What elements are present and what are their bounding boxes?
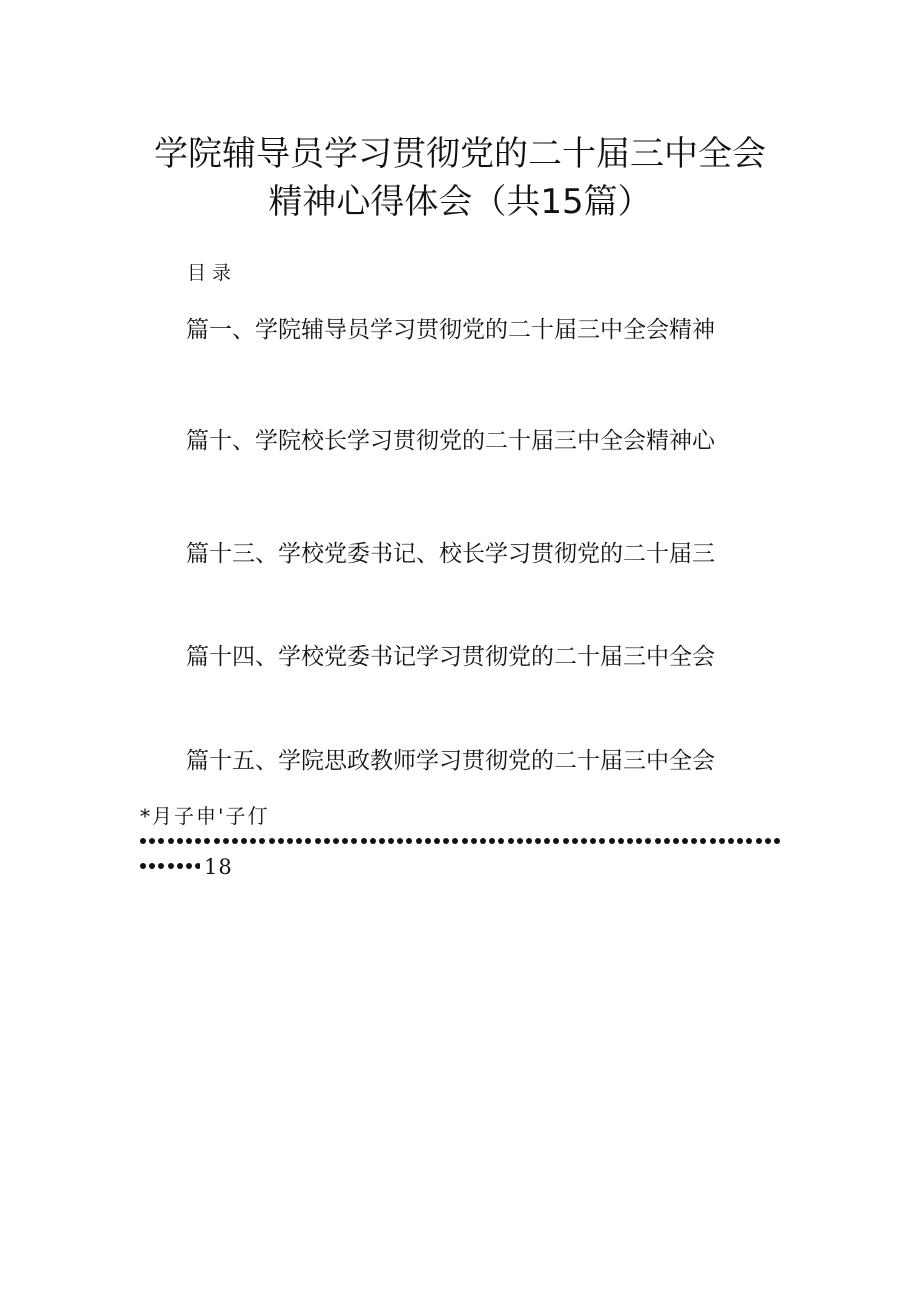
- leader-dot: [186, 838, 192, 844]
- leader-dot: [765, 838, 771, 844]
- leader-dot: [774, 838, 780, 844]
- leader-dot: [700, 838, 706, 844]
- leader-dot: [388, 838, 394, 844]
- title-line-2: 精神心得体会（共15篇）: [268, 182, 652, 222]
- leader-dot: [443, 838, 449, 844]
- dot-leader: [140, 838, 780, 848]
- leader-dot: [397, 838, 403, 844]
- leader-dot: [416, 838, 422, 844]
- leader-dot: [324, 838, 330, 844]
- leader-dot: [379, 838, 385, 844]
- garbled-toc-line: *月子申'子仃: [140, 804, 270, 828]
- leader-dot: [489, 838, 495, 844]
- leader-dot: [645, 838, 651, 844]
- leader-dot: [278, 838, 284, 844]
- leader-dot: [140, 838, 146, 844]
- leader-dot: [140, 863, 146, 869]
- leader-dot: [158, 863, 164, 869]
- toc-entry: 篇十五、学院思政教师学习贯彻党的二十届三中全会: [186, 748, 715, 774]
- leader-dot: [259, 838, 265, 844]
- leader-dot: [195, 863, 200, 869]
- leader-dot: [158, 838, 164, 844]
- leader-dot: [351, 838, 357, 844]
- leader-dot: [287, 838, 293, 844]
- leader-dot: [710, 838, 716, 844]
- leader-dot: [563, 838, 569, 844]
- leader-dot: [682, 838, 688, 844]
- leader-dot: [232, 838, 238, 844]
- leader-dot: [609, 838, 615, 844]
- leader-dot: [250, 838, 256, 844]
- dot-leader: [140, 863, 200, 873]
- leader-dot: [177, 863, 183, 869]
- leader-dot: [517, 838, 523, 844]
- leader-dot: [168, 863, 174, 869]
- leader-dot: [471, 838, 477, 844]
- leader-dot: [691, 838, 697, 844]
- leader-dot: [149, 863, 155, 869]
- leader-dot: [269, 838, 275, 844]
- leader-dot: [370, 838, 376, 844]
- leader-dot: [361, 838, 367, 844]
- leader-dot: [508, 838, 514, 844]
- leader-dot: [186, 863, 192, 869]
- leader-dot: [636, 838, 642, 844]
- leader-dot: [590, 838, 596, 844]
- leader-dot: [296, 838, 302, 844]
- leader-dot: [526, 838, 532, 844]
- leader-dot: [214, 838, 220, 844]
- leader-dot: [581, 838, 587, 844]
- leader-dot: [572, 838, 578, 844]
- leader-dot: [746, 838, 752, 844]
- toc-label: 目录: [187, 262, 238, 284]
- leader-dot: [168, 838, 174, 844]
- leader-dot: [627, 838, 633, 844]
- toc-entry: 篇十四、学校党委书记学习贯彻党的二十届三中全会: [186, 644, 715, 670]
- leader-dot: [452, 838, 458, 844]
- toc-entry: 篇十三、学校党委书记、校长学习贯彻党的二十届三: [186, 541, 715, 567]
- leader-dot: [756, 838, 762, 844]
- leader-dot: [480, 838, 486, 844]
- leader-dot: [544, 838, 550, 844]
- leader-dot: [553, 838, 559, 844]
- toc-entry: 篇十、学院校长学习贯彻党的二十届三中全会精神心: [186, 428, 715, 454]
- leader-dot: [315, 838, 321, 844]
- leader-dot: [498, 838, 504, 844]
- leader-dot: [406, 838, 412, 844]
- leader-dot: [223, 838, 229, 844]
- leader-dot: [333, 838, 339, 844]
- toc-entry: 篇一、学院辅导员学习贯彻党的二十届三中全会精神: [186, 317, 715, 343]
- leader-dot: [618, 838, 624, 844]
- page-number: 18: [204, 855, 233, 879]
- leader-dot: [673, 838, 679, 844]
- leader-dot: [655, 838, 661, 844]
- document-title: [0, 130, 920, 226]
- leader-dot: [737, 838, 743, 844]
- leader-dot: [462, 838, 468, 844]
- title-line-1: 学院辅导员学习贯彻党的二十届三中全会: [154, 134, 766, 174]
- leader-dot: [599, 838, 605, 844]
- leader-dot: [434, 838, 440, 844]
- leader-dot: [535, 838, 541, 844]
- leader-dot: [305, 838, 311, 844]
- leader-dot: [719, 838, 725, 844]
- leader-dot: [425, 838, 431, 844]
- leader-dot: [177, 838, 183, 844]
- leader-dot: [664, 838, 670, 844]
- leader-dot: [204, 838, 210, 844]
- leader-dot: [342, 838, 348, 844]
- leader-dot: [149, 838, 155, 844]
- leader-dot: [241, 838, 247, 844]
- leader-dot: [728, 838, 734, 844]
- leader-dot: [195, 838, 201, 844]
